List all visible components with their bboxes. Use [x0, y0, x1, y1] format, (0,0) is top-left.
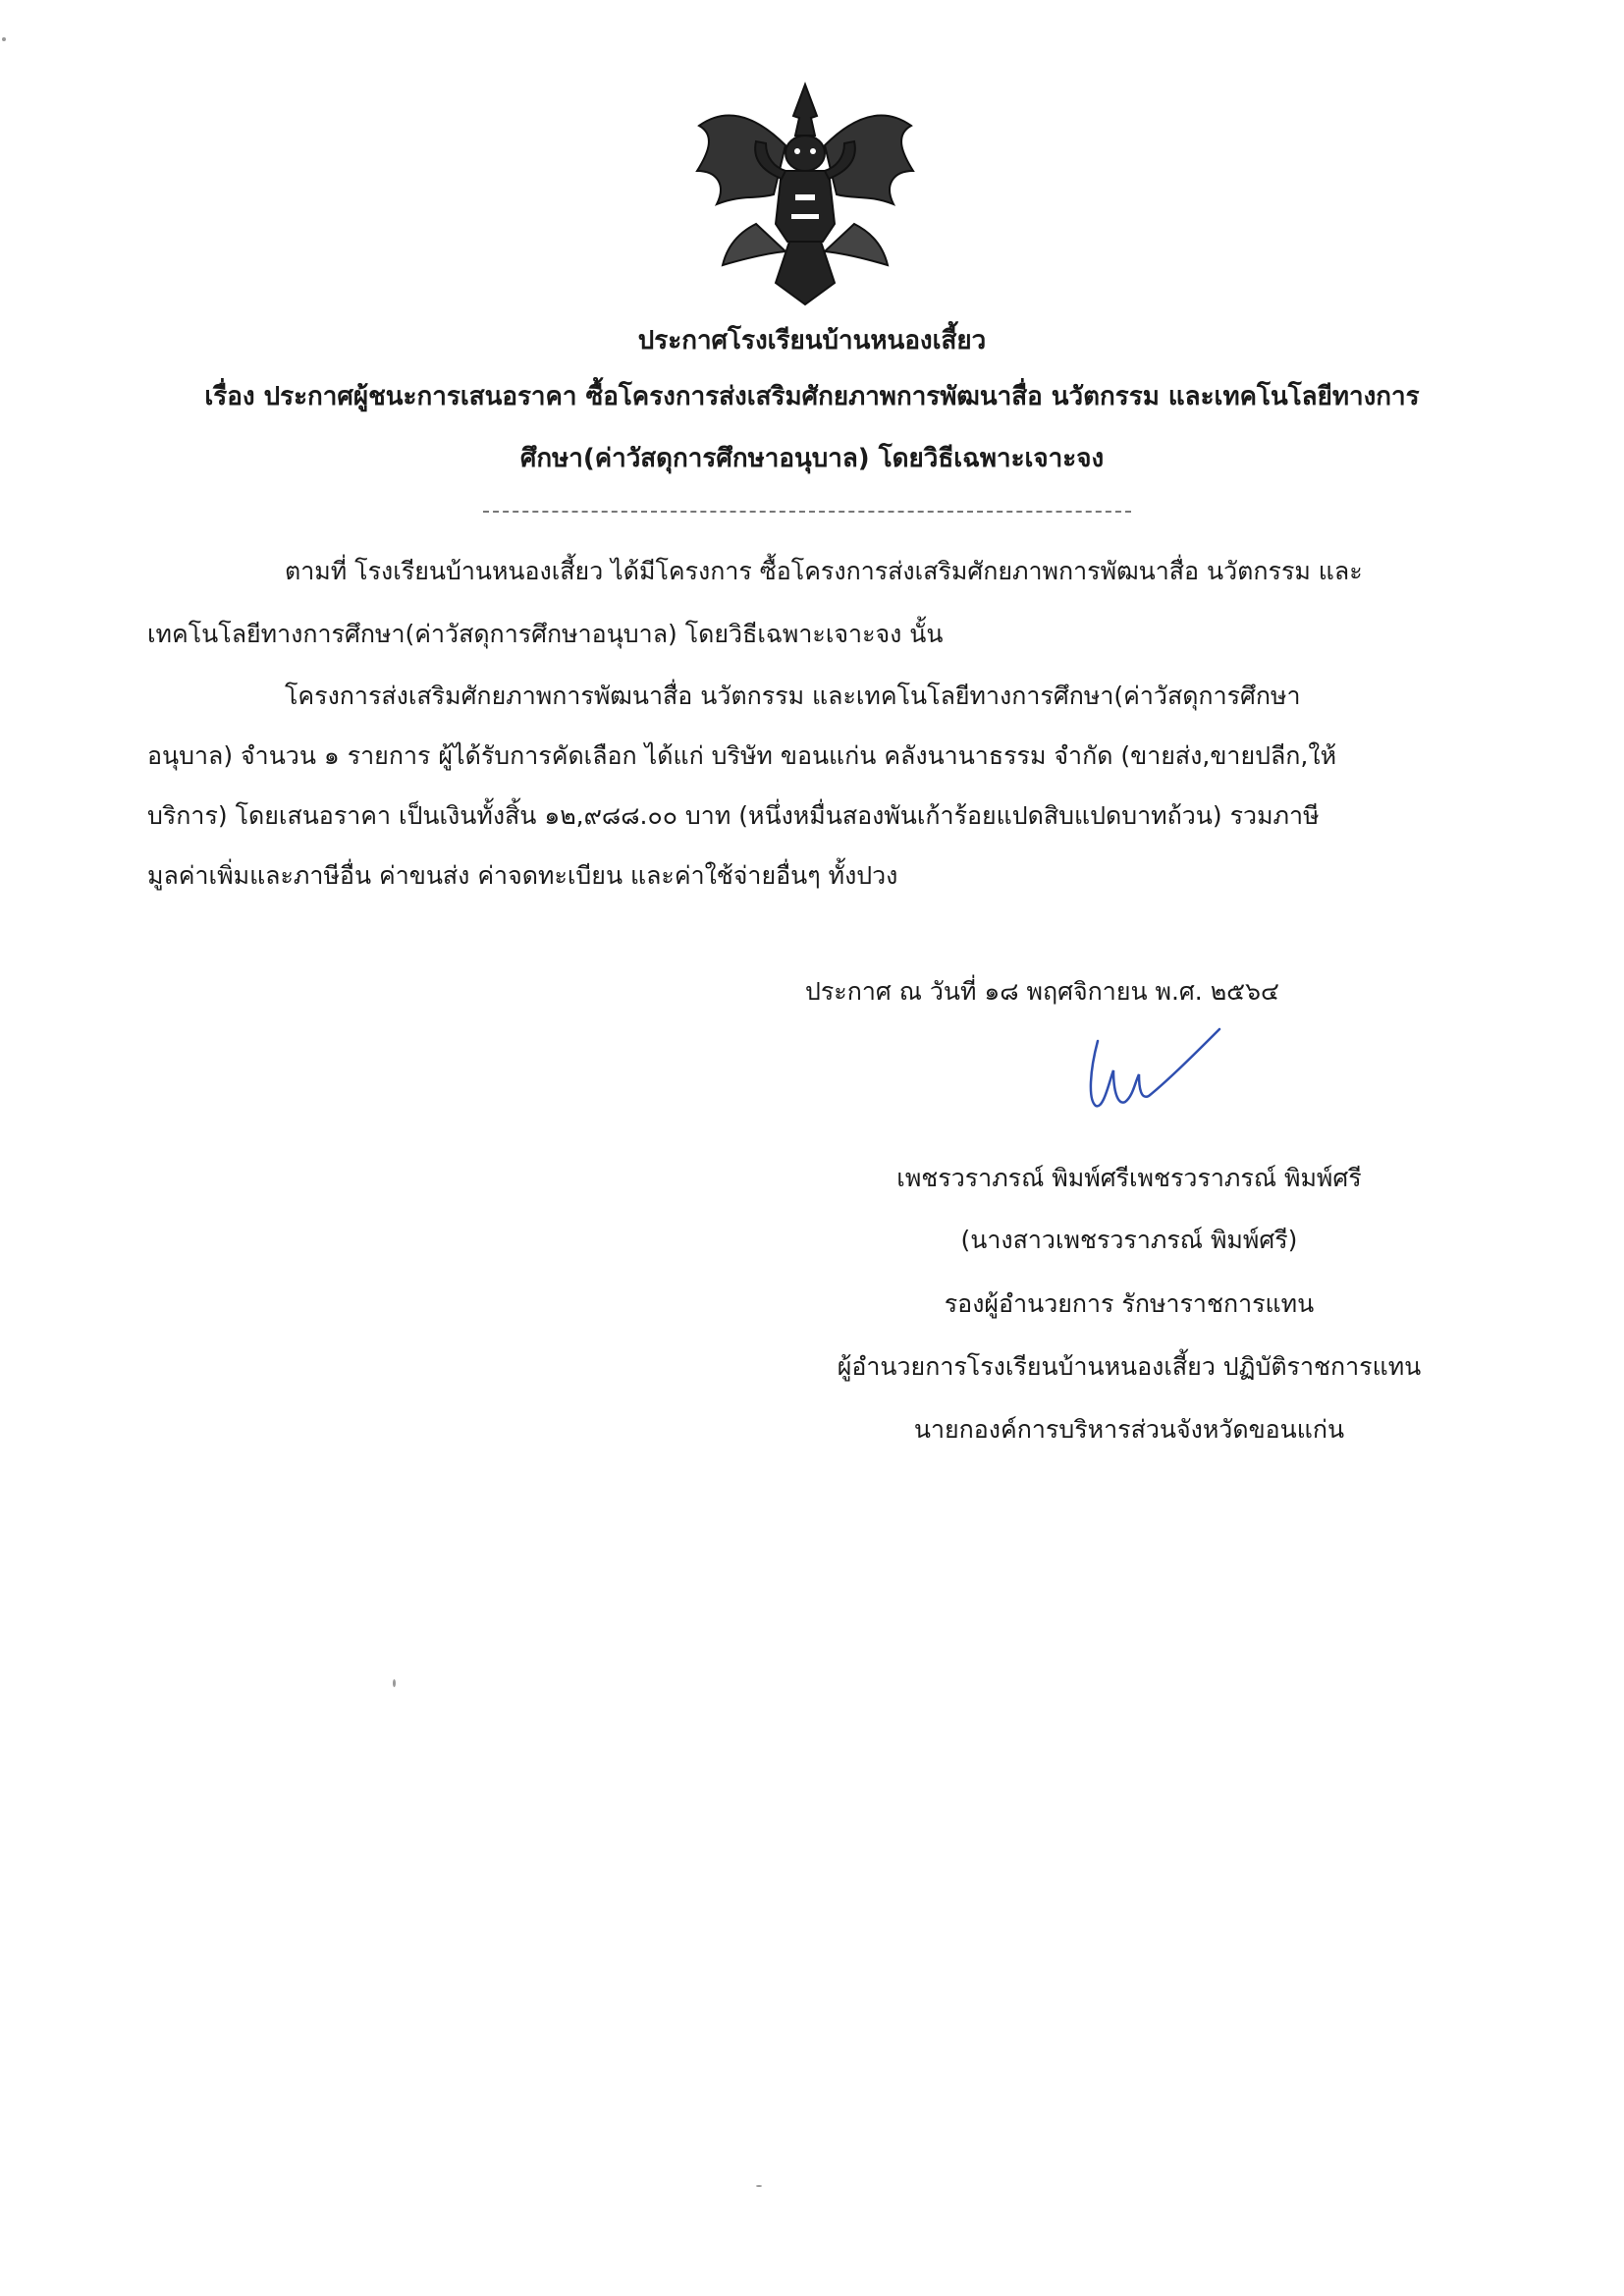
signer-name-line: เพชรวราภรณ์ พิมพ์ศรีเพชรวราภรณ์ พิมพ์ศรี	[896, 1164, 1362, 1192]
paragraph-2-line-3: บริการ) โดยเสนอราคา เป็นเงินทั้งสิ้น ๑๒,๙๘๘.๐๐ บาท (หนึ่งหมื่นสองพันเก้าร้อยแปดสิบแปดบาทถ้วน) รวมภาษี	[147, 801, 1320, 830]
subject-line-1: เรื่อง ประกาศผู้ชนะการเสนอราคา ซื้อโครงการส่งเสริมศักยภาพการพัฒนาสื่อ นวัตกรรม และเทคโนโลยีทางการ	[204, 382, 1420, 411]
signer-full-name: (นางสาวเพชรวราภรณ์ พิมพ์ศรี)	[960, 1226, 1298, 1254]
scan-speck	[2, 37, 6, 41]
paragraph-2-line-4: มูลค่าเพิ่มและภาษีอื่น ค่าขนส่ง ค่าจดทะเบียน และค่าใช้จ่ายอื่นๆ ทั้งปวง	[147, 861, 898, 890]
scan-speck	[756, 2185, 762, 2187]
signer-position-1: รองผู้อำนวยการ รักษาราชการแทน	[944, 1289, 1315, 1318]
announcement-title: ประกาศโรงเรียนบ้านหนองเสี้ยว	[637, 326, 987, 355]
paragraph-1-line-1: ตามที่ โรงเรียนบ้านหนองเสี้ยว ได้มีโครงการ ซื้อโครงการส่งเสริมศักยภาพการพัฒนาสื่อ นวัตกรรม และ	[285, 557, 1363, 585]
garuda-emblem-icon	[687, 77, 923, 312]
signer-position-3: นายกองค์การบริหารส่วนจังหวัดขอนแก่น	[913, 1415, 1345, 1444]
paragraph-2-line-1: โครงการส่งเสริมศักยภาพการพัฒนาสื่อ นวัตกรรม และเทคโนโลยีทางการศึกษา(ค่าวัสดุการศึกษา	[285, 682, 1301, 710]
handwritten-signature-icon	[1070, 1011, 1227, 1129]
signer-position-2: ผู้อำนวยการโรงเรียนบ้านหนองเสี้ยว ปฏิบัติราชการแทน	[837, 1352, 1422, 1381]
paragraph-2-line-2: อนุบาล) จำนวน ๑ รายการ ผู้ได้รับการคัดเลือก ได้แก่ บริษัท ขอนแก่น คลังนานาธรรม จำกัด (ขายส่ง,ขายปลีก,ให้	[147, 741, 1337, 770]
title-divider	[483, 511, 1131, 513]
scan-speck	[393, 1679, 396, 1687]
announce-date: ประกาศ ณ วันที่ ๑๘ พฤศจิกายน พ.ศ. ๒๕๖๔	[805, 977, 1279, 1006]
subject-line-2: ศึกษา(ค่าวัสดุการศึกษาอนุบาล) โดยวิธีเฉพาะเจาะจง	[519, 444, 1105, 473]
paragraph-1-line-2: เทคโนโลยีทางการศึกษา(ค่าวัสดุการศึกษาอนุบาล) โดยวิธีเฉพาะเจาะจง นั้น	[147, 620, 944, 648]
